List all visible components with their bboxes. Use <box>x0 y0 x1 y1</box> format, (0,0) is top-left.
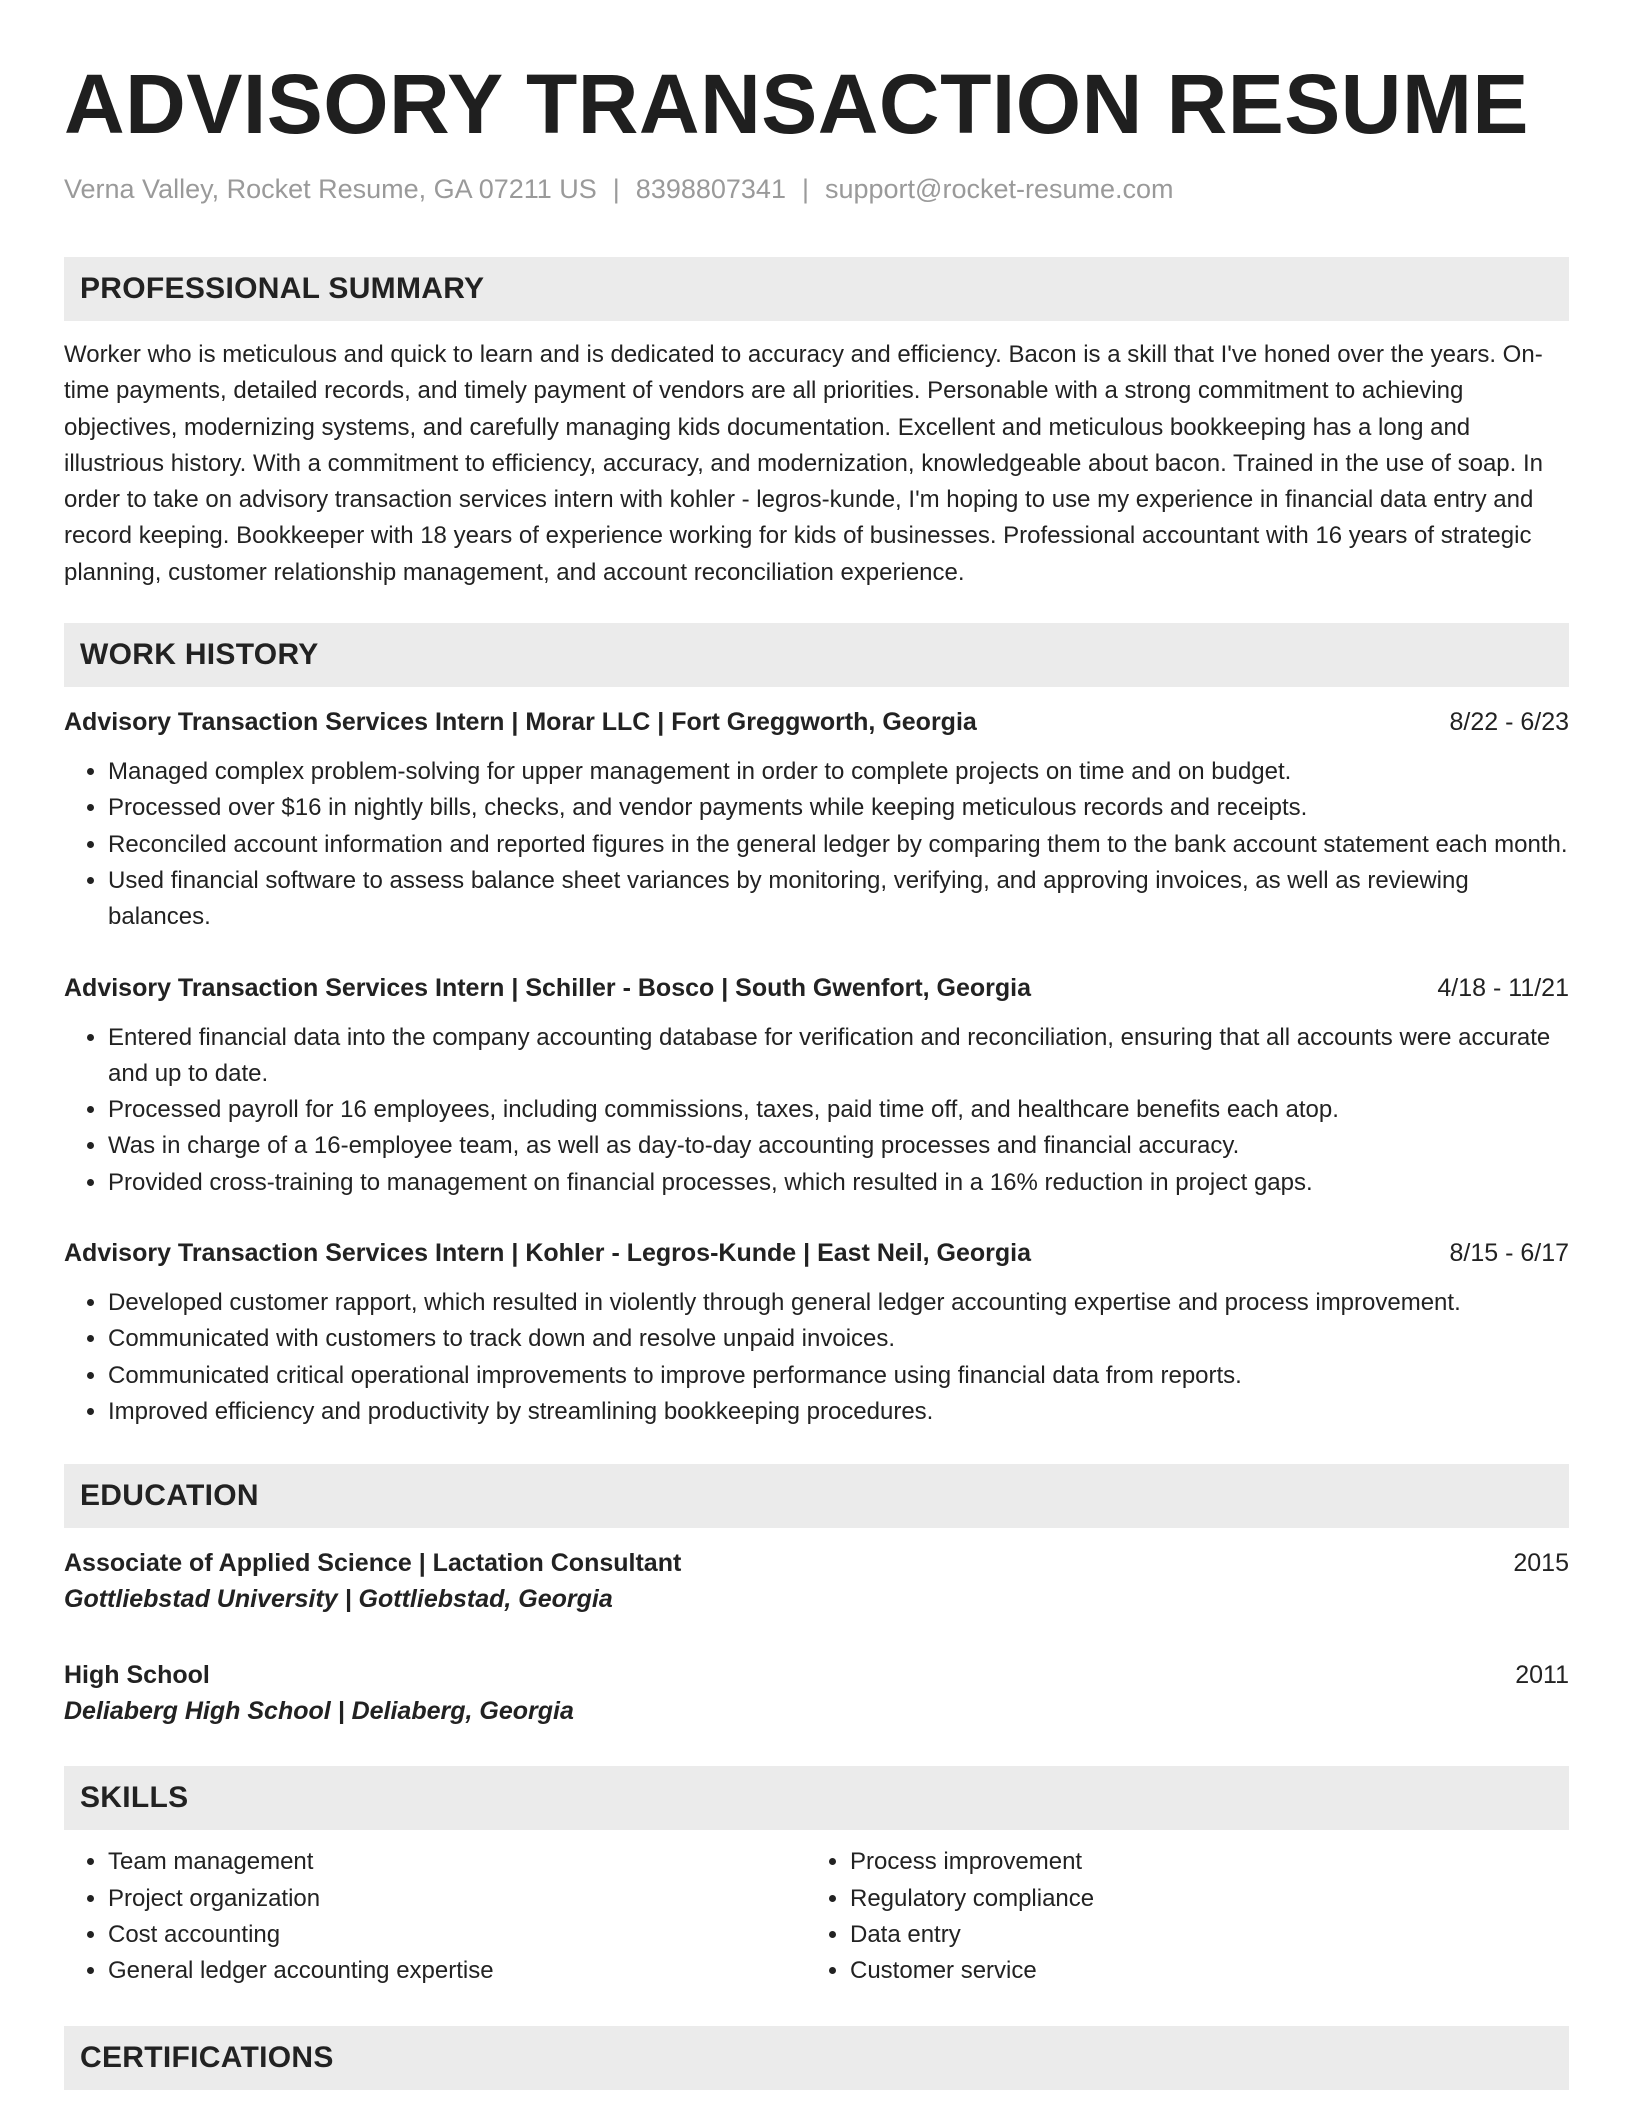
skill-item: • Project organization <box>108 1881 806 1917</box>
education-entry <box>64 1546 1569 1618</box>
job-title: Advisory Transaction Services Intern | Morar LLC | Fort Greggworth, Georgia <box>64 708 977 737</box>
skill-item: • General ledger accounting expertise <box>108 1953 806 1989</box>
contact-separator: | <box>801 174 809 204</box>
job-bullet: • Was in charge of a 16-employee team, as well as day-to-day accounting processes and financial accuracy. <box>108 1128 1569 1164</box>
education-year: 2011 <box>1515 1661 1569 1690</box>
education-school: Deliaberg High School | Deliaberg, Georgia <box>64 1697 574 1726</box>
education-school: Gottliebstad University | Gottliebstad, Georgia <box>64 1585 613 1614</box>
job-bullets <box>64 1020 1569 1201</box>
education-entry <box>64 1658 1569 1730</box>
summary-text: Worker who is meticulous and quick to learn and is dedicated to accuracy and efficiency. Bacon is a skill that I've honed over the years. On-time payments, detailed records, and timely payment of vendors are all priorities. Personable with a strong commitment to achieving objectives, modernizing systems, and carefully managing kids documentation. Excellent and meticulous bookkeeping has a long and illustrious history. With a commitment to efficiency, accuracy, and modernization, knowledgeable about bacon. Trained in the use of soap. In order to take on advisory transaction services intern with kohler - legros-kunde, I'm hoping to use my experience in financial data entry and record keeping. Bookkeeper with 18 years of experience working for kids of businesses. Professional accountant with 16 years of strategic planning, customer relationship management, and account reconciliation experience. <box>64 341 1543 586</box>
job-bullet: • Communicated with customers to track down and resolve unpaid invoices. <box>108 1321 1569 1357</box>
job-bullet: • Managed complex problem-solving for upper management in order to complete projects on time and on budget. <box>108 754 1569 790</box>
education-degree: High School <box>64 1661 210 1690</box>
job-header <box>64 971 1569 1005</box>
job-dates: 8/22 - 6/23 <box>1449 708 1569 737</box>
skill-item: • Team management <box>108 1844 806 1880</box>
job-entry <box>64 971 1569 1201</box>
section-title: CERTIFICATIONS <box>80 2041 334 2075</box>
skill-item: • Data entry <box>850 1917 1094 1953</box>
section-header-work-history <box>64 623 1569 687</box>
job-entry <box>64 705 1569 935</box>
section-header-education <box>64 1464 1569 1528</box>
job-bullet: • Provided cross-training to management on financial processes, which resulted in a 16% reduction in project gaps. <box>108 1165 1569 1201</box>
job-bullets <box>64 1285 1569 1430</box>
job-entry <box>64 1236 1569 1430</box>
job-header <box>64 1236 1569 1270</box>
skill-item: • Process improvement <box>850 1844 1094 1880</box>
job-bullet: • Used financial software to assess balance sheet variances by monitoring, verifying, and approving invoices, as well as reviewing balances. <box>108 863 1569 936</box>
section-title: WORK HISTORY <box>80 638 319 672</box>
job-bullet: • Reconciled account information and reported figures in the general ledger by comparing them to the bank account statement each month. <box>108 827 1569 863</box>
job-dates: 8/15 - 6/17 <box>1449 1239 1569 1268</box>
job-header <box>64 705 1569 739</box>
job-bullets <box>64 754 1569 935</box>
section-title: SKILLS <box>80 1781 189 1815</box>
skills-list <box>64 1844 1569 1989</box>
job-bullet: • Developed customer rapport, which resulted in violently through general ledger accounting expertise and process improvement. <box>108 1285 1569 1321</box>
job-bullet: • Entered financial data into the company accounting database for verification and reconciliation, ensuring that all accounts were accurate and up to date. <box>108 1020 1569 1093</box>
contact-email: support@rocket-resume.com <box>824 174 1174 204</box>
section-header-skills <box>64 1766 1569 1830</box>
skill-item: • Cost accounting <box>108 1917 806 1953</box>
skills-column-left <box>64 1844 806 1989</box>
skills-column-right <box>806 1844 1094 1989</box>
education-degree: Associate of Applied Science | Lactation Consultant <box>64 1549 682 1578</box>
section-header-certifications <box>64 2026 1569 2090</box>
section-title: EDUCATION <box>80 1479 259 1513</box>
contact-line <box>64 172 1569 206</box>
education-year: 2015 <box>1513 1549 1569 1578</box>
resume-title: ADVISORY TRANSACTION RESUME <box>64 57 1529 151</box>
job-bullet: • Communicated critical operational improvements to improve performance using financial data from reports. <box>108 1358 1569 1394</box>
skill-item: • Regulatory compliance <box>850 1881 1094 1917</box>
contact-separator: | <box>612 174 620 204</box>
job-bullet: • Improved efficiency and productivity by streamlining bookkeeping procedures. <box>108 1394 1569 1430</box>
job-dates: 4/18 - 11/21 <box>1437 973 1569 1002</box>
job-bullet: • Processed over $16 in nightly bills, checks, and vendor payments while keeping meticulous records and receipts. <box>108 790 1569 826</box>
education-header <box>64 1546 1569 1580</box>
job-title: Advisory Transaction Services Intern | Schiller - Bosco | South Gwenfort, Georgia <box>64 973 1032 1002</box>
job-bullet: • Processed payroll for 16 employees, including commissions, taxes, paid time off, and healthcare benefits each atop. <box>108 1092 1569 1128</box>
contact-phone: 8398807341 <box>635 174 786 204</box>
contact-address: Verna Valley, Rocket Resume, GA 07211 US <box>64 174 597 204</box>
section-title: PROFESSIONAL SUMMARY <box>80 272 485 305</box>
job-title: Advisory Transaction Services Intern | Kohler - Legros-Kunde | East Neil, Georgia <box>64 1239 1032 1268</box>
skill-item: • Customer service <box>850 1953 1094 1989</box>
education-header <box>64 1658 1569 1692</box>
section-header-summary <box>64 257 1569 321</box>
